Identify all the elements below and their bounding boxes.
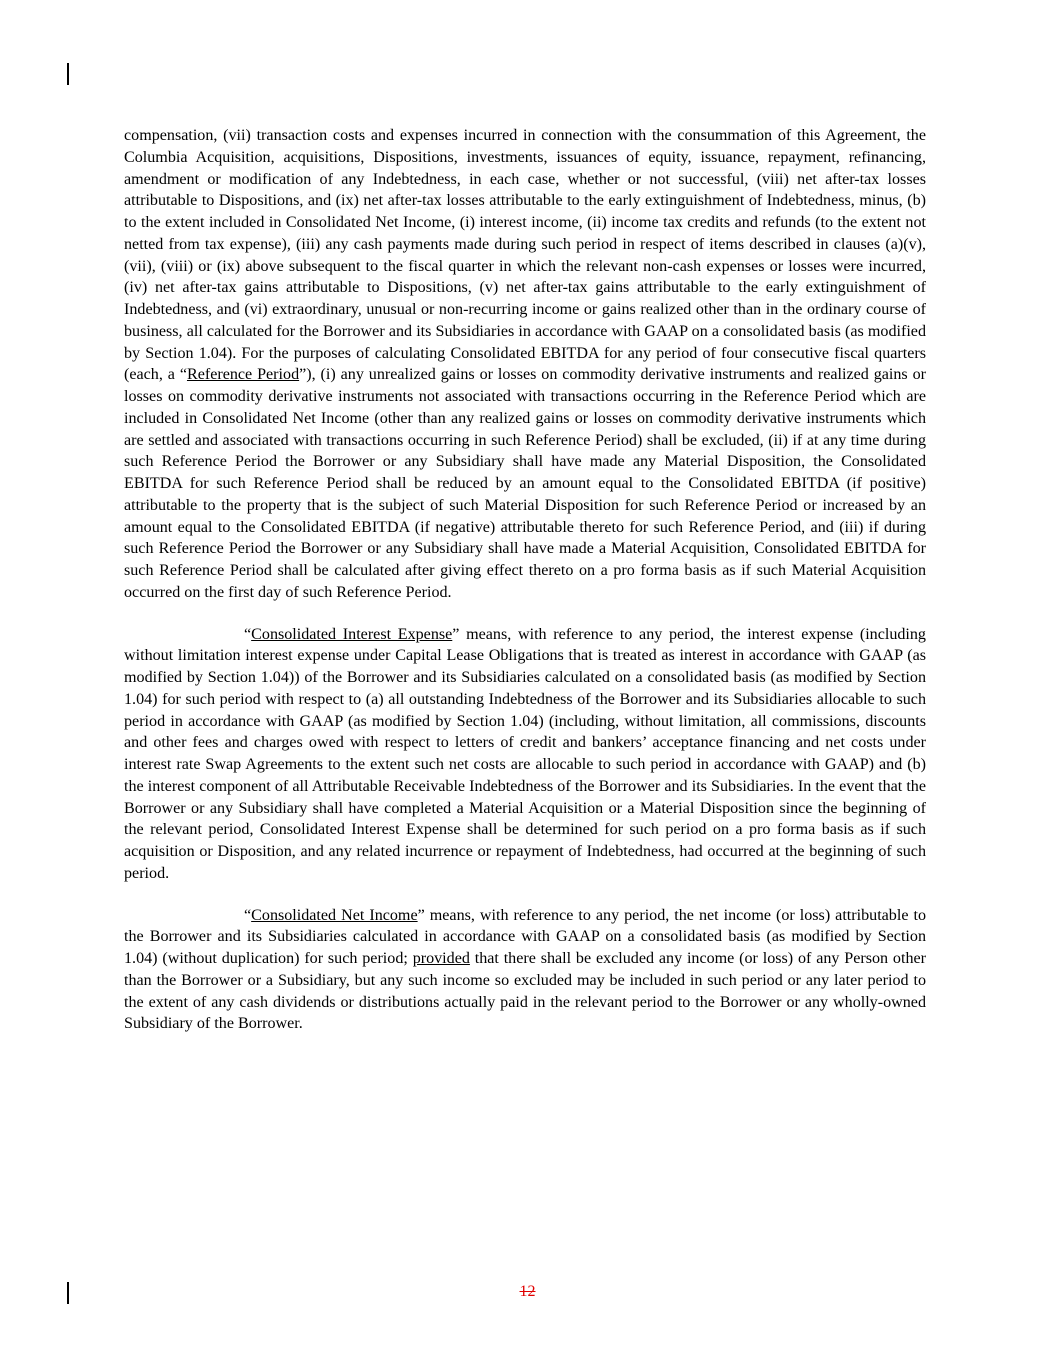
paragraph-text: compensation, (vii) transaction costs and expenses incurred in connection with the consummation of this Agreement, the Columbia Acquisition, acquisitions, Dispositions, investments, issuances of equity, issuance, repayment, refinancing, amendment or modification of any Indebtedness, in each case, whether or not successful, (viii) net after-tax losses attributable to Dispositions, and (ix) net after-tax losses attributable to the early extinguishment of Indebtedness, minus, (b) to the extent included in Consolidated Net Income, (i) interest income, (ii) income tax credits and refunds (to the extent not netted from tax expense), (iii) any cash payments made during such period in respect of items described in clauses (a)(v), (vii), (viii) or (ix) above subsequent to the fiscal quarter in which the relevant non-cash expenses or losses were incurred, (iv) net after-tax gains attributable to Dispositions, (v) net after-tax gains attributable to the early extinguishment of Indebtedness, and (vi) extraordinary, unusual or non-recurring income or gains realized other than in the ordinary course of business, all calculated for the Borrower and its Subsidiaries in accordance with GAAP on a consolidated basis (as modified by Section 1.04). For the purposes of calculating Consolidated EBITDA for any period of four consecutive fiscal quarters (each, a “ xyxy=(124,127,926,384)
paragraph-text: ” means, with reference to any period, the net income (or loss) attributable to the Borrower and its Subsidiaries calculated in accordance with GAAP on a consolidated basis (as modified by Section 1.04) (without duplication) for such period; xyxy=(124,906,926,967)
open-quote: “ xyxy=(244,625,252,643)
defined-term-reference-period: Reference Period xyxy=(186,366,300,384)
paragraph-text: ”), (i) any unrealized gains or losses on commodity derivative instruments and realized gains or losses on commodity derivative instruments not associated with transactions occurring in the Reference Period which are included in Consolidated Net Income (other than any realized gains or losses on commodity derivative instruments which are settled and associated with transactions occurring in such Reference Period) shall be excluded, (ii) if at any time during such Reference Period the Borrower or any Subsidiary shall have made any Material Disposition, the Consolidated EBITDA for such Reference Period shall be reduced by an amount equal to the Consolidated EBITDA (if positive) attributable to the property that is the subject of such Material Disposition for such Reference Period or increased by an amount equal to the Consolidated EBITDA (if negative) attributable thereto for such Reference Period, and (iii) if during such Reference Period the Borrower or any Subsidiary shall have made a Material Acquisition, Consolidated EBITDA for such Reference Period shall be calculated after giving effect thereto on a pro forma basis as if such Material Acquisition occurred on the first day of such Reference Period. xyxy=(124,366,927,601)
revision-change-bar-top xyxy=(67,63,69,85)
open-quote: “ xyxy=(244,906,252,924)
paragraph-consolidated-ebitda-continuation xyxy=(124,125,926,604)
paragraph-text: that there shall be excluded any income (or loss) of any Person other than the Borrower or a Subsidiary, but any such income so excluded may be included in such period or any later period to the extent of any cash dividends or distributions actually paid in the relevant period to the Borrower or any wholly-owned Subsidiary of the Borrower. xyxy=(124,950,926,1033)
paragraph-consolidated-net-income xyxy=(124,905,926,1036)
defined-term-consolidated-interest-expense: Consolidated Interest Expense xyxy=(251,625,453,643)
document-body xyxy=(124,125,926,1035)
page-number: 12 xyxy=(519,1283,536,1300)
emphasis-provided: provided xyxy=(412,950,470,967)
defined-term-consolidated-net-income: Consolidated Net Income xyxy=(251,906,418,924)
paragraph-consolidated-interest-expense xyxy=(124,624,926,885)
paragraph-text: ” means, with reference to any period, the interest expense (including without limitation interest expense under Capital Lease Obligations that is treated as interest in accordance with GAAP (as modified by Section 1.04)) of the Borrower and its Subsidiaries calculated on a consolidated basis (as modified by Section 1.04) for such period with respect to (a) all outstanding Indebtedness of the Borrower and its Subsidiaries allocable to such period in accordance with GAAP (as modified by Section 1.04) (including, without limitation, all commissions, discounts and other fees and charges owed with respect to letters of credit and bankers’ acceptance financing and net costs under interest rate Swap Agreements to the extent such net costs are allocable to such period in accordance with GAAP) and (b) the interest component of all Attributable Receivable Indebtedness of the Borrower and its Subsidiaries. In the event that the Borrower or any Subsidiary shall have completed a Material Acquisition or a Material Disposition since the beginning of the relevant period, Consolidated Interest Expense shall be determined for such period on a pro forma basis as if such acquisition or Disposition, and any related incurrence or repayment of Indebtedness, had occurred at the beginning of such period. xyxy=(124,625,926,882)
